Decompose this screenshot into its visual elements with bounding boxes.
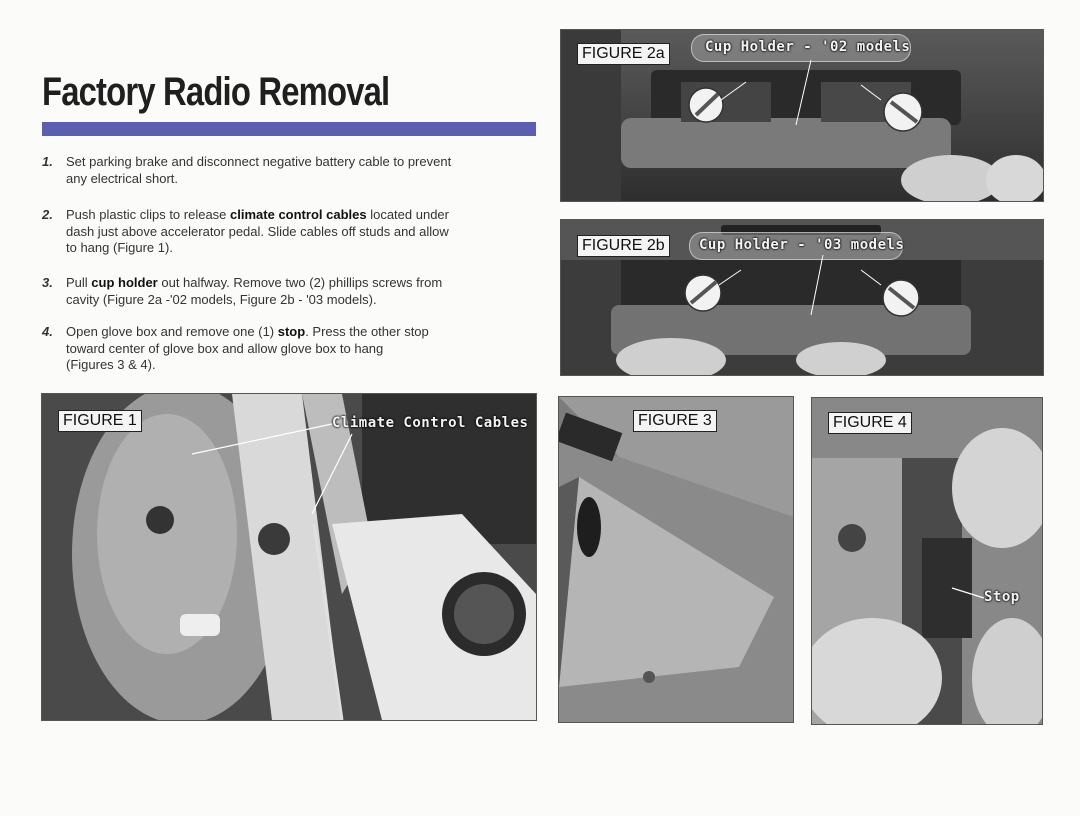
step-line	[66, 207, 506, 224]
step-bold-term: climate control cables	[230, 207, 367, 222]
step-text-span: Push plastic clips to release	[66, 207, 231, 222]
figure-2a-callout: Cup Holder - '02 models	[705, 39, 911, 55]
figure-3-image	[559, 397, 793, 722]
step-line	[66, 324, 506, 341]
figure-2b-photo	[560, 219, 1044, 376]
step-text-span: dash just above accelerator pedal. Slide cables off studs and allow	[66, 223, 449, 239]
figure-3-label: FIGURE 3	[633, 410, 717, 432]
step-text-span: to hang (Figure 1).	[66, 240, 173, 255]
step-bold-term: stop	[277, 324, 306, 339]
step-line	[66, 171, 506, 188]
step-text-span: (Figures 3 & 4).	[66, 357, 156, 372]
page-title: Factory Radio Removal	[42, 70, 390, 114]
step-text-span: located under	[366, 207, 449, 222]
step-text-span: Open glove box and remove one (1)	[66, 324, 278, 339]
step-text	[66, 154, 506, 187]
figure-1-image	[42, 394, 536, 720]
step-number: 2.	[42, 207, 53, 222]
step-number: 1.	[42, 154, 53, 169]
title-rule	[42, 122, 536, 136]
step-number: 4.	[42, 324, 53, 339]
step-text-span: Set parking brake and disconnect negative battery cable to prevent	[66, 154, 452, 169]
step-bold-term: cup holder	[91, 275, 158, 290]
figure-2b-label: FIGURE 2b	[577, 235, 670, 257]
step-text-span: any electrical short.	[66, 170, 178, 186]
step-text	[66, 207, 506, 257]
figure-1-label: FIGURE 1	[58, 410, 142, 432]
step-line	[66, 292, 506, 309]
figure-4-image	[812, 398, 1042, 724]
step-text-span: . Press the other stop	[305, 324, 429, 339]
figure-4-label: FIGURE 4	[828, 412, 912, 434]
step-line	[66, 357, 506, 374]
step-number: 3.	[42, 275, 53, 290]
step-line	[66, 240, 506, 257]
step-text-span: out halfway. Remove two (2) phillips screws from	[157, 275, 443, 290]
figure-3-photo	[558, 396, 794, 723]
step-line	[66, 224, 506, 241]
step-line	[66, 341, 506, 358]
step-text	[66, 324, 506, 374]
step-text-span: toward center of glove box and allow glove box to hang	[66, 340, 384, 356]
step-line	[66, 154, 506, 171]
figure-4-callout: Stop	[984, 589, 1020, 605]
step-text-span: cavity (Figure 2a -'02 models, Figure 2b - '03 models).	[66, 291, 377, 307]
figure-2a-label: FIGURE 2a	[577, 43, 670, 65]
step-line	[66, 275, 506, 292]
step-text-span: Pull	[66, 275, 92, 290]
figure-2a-photo	[560, 29, 1044, 202]
step-text	[66, 275, 506, 308]
figure-1-callout: Climate Control Cables	[332, 415, 529, 431]
figure-4-photo	[811, 397, 1043, 725]
figure-2b-callout: Cup Holder - '03 models	[699, 237, 905, 253]
figure-1-photo	[41, 393, 537, 721]
